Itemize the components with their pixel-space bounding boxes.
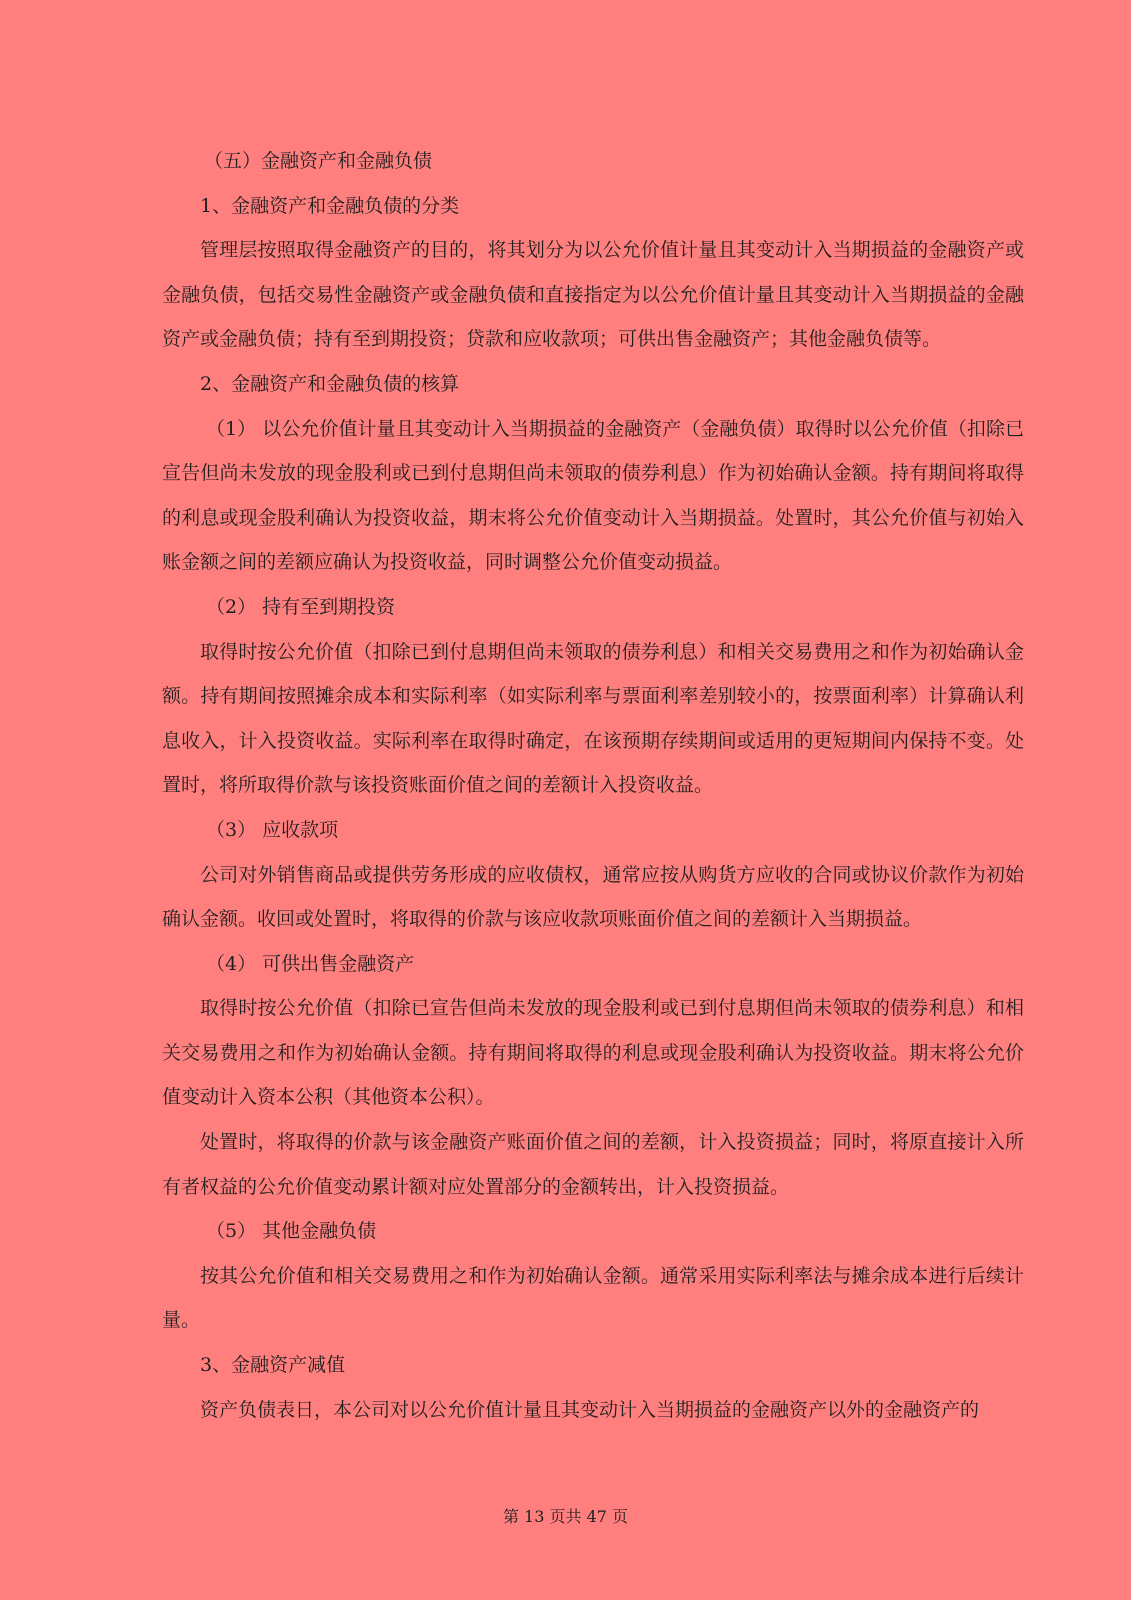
list-item-heading: （4） 可供出售金融资产 xyxy=(206,952,415,975)
paragraph: 资产负债表日，本公司对以公允价值计量且其变动计入当期损益的金融资产以外的金融资产的 xyxy=(200,1398,980,1421)
list-item-heading: （3） 应收款项 xyxy=(206,818,339,841)
subsection-heading: 2、金融资产和金融负债的核算 xyxy=(200,372,460,395)
list-item-paragraph: （1） 以公允价值计量且其变动计入当期损益的金融资产（金融负债）取得时以公允价值（扣除已宣告但尚未发放的现金股利或已到付息期但尚未领取的债券利息）作为初始确认金额。持有期间将取得的利息或现金股利确认为投资收益，期末将公允价值变动计入当期损益。处置时，其公允价值与初始入账金额之间的差额应确认为投资收益，同时调整公允价值变动损益。 xyxy=(162,417,1024,574)
page-number-footer: 第 13 页共 47 页 xyxy=(502,1507,629,1526)
paragraph: 管理层按照取得金融资产的目的，将其划分为以公允价值计量且其变动计入当期损益的金融资产或金融负债，包括交易性金融资产或金融负债和直接指定为以公允价值计量且其变动计入当期损益的金融资产或金融负债；持有至到期投资；贷款和应收款项；可供出售金融资产；其他金融负债等。 xyxy=(162,239,1024,351)
list-item-heading: （5） 其他金融负债 xyxy=(206,1220,377,1243)
paragraph: 处置时，将取得的价款与该金融资产账面价值之间的差额，计入投资损益；同时，将原直接计入所有者权益的公允价值变动累计额对应处置部分的金额转出，计入投资损益。 xyxy=(162,1131,1024,1198)
paragraph: 取得时按公允价值（扣除已宣告但尚未发放的现金股利或已到付息期但尚未领取的债券利息）和相关交易费用之和作为初始确认金额。持有期间将取得的利息或现金股利确认为投资收益。期末将公允价值变动计入资本公积（其他资本公积）。 xyxy=(162,997,1024,1109)
document-body xyxy=(162,139,1024,1432)
paragraph: 按其公允价值和相关交易费用之和作为初始确认金额。通常采用实际利率法与摊余成本进行后续计量。 xyxy=(162,1264,1024,1332)
subsection-heading: 3、金融资产减值 xyxy=(200,1354,346,1377)
paragraph: 公司对外销售商品或提供劳务形成的应收债权，通常应按从购货方应收的合同或协议价款作为初始确认金额。收回或处置时，将取得的价款与该应收款项账面价值之间的差额计入当期损益。 xyxy=(162,863,1024,931)
subsection-heading: 1、金融资产和金融负债的分类 xyxy=(200,194,460,217)
list-item-heading: （2） 持有至到期投资 xyxy=(206,595,396,618)
paragraph: 取得时按公允价值（扣除已到付息期但尚未领取的债券利息）和相关交易费用之和作为初始确认金额。持有期间按照摊余成本和实际利率（如实际利率与票面利率差别较小的，按票面利率）计算确认利息收入，计入投资收益。实际利率在取得时确定，在该预期存续期间或适用的更短期间内保持不变。处置时，将所取得价款与该投资账面价值之间的差额计入投资收益。 xyxy=(162,640,1024,797)
section-heading: （五）金融资产和金融负债 xyxy=(204,150,433,172)
